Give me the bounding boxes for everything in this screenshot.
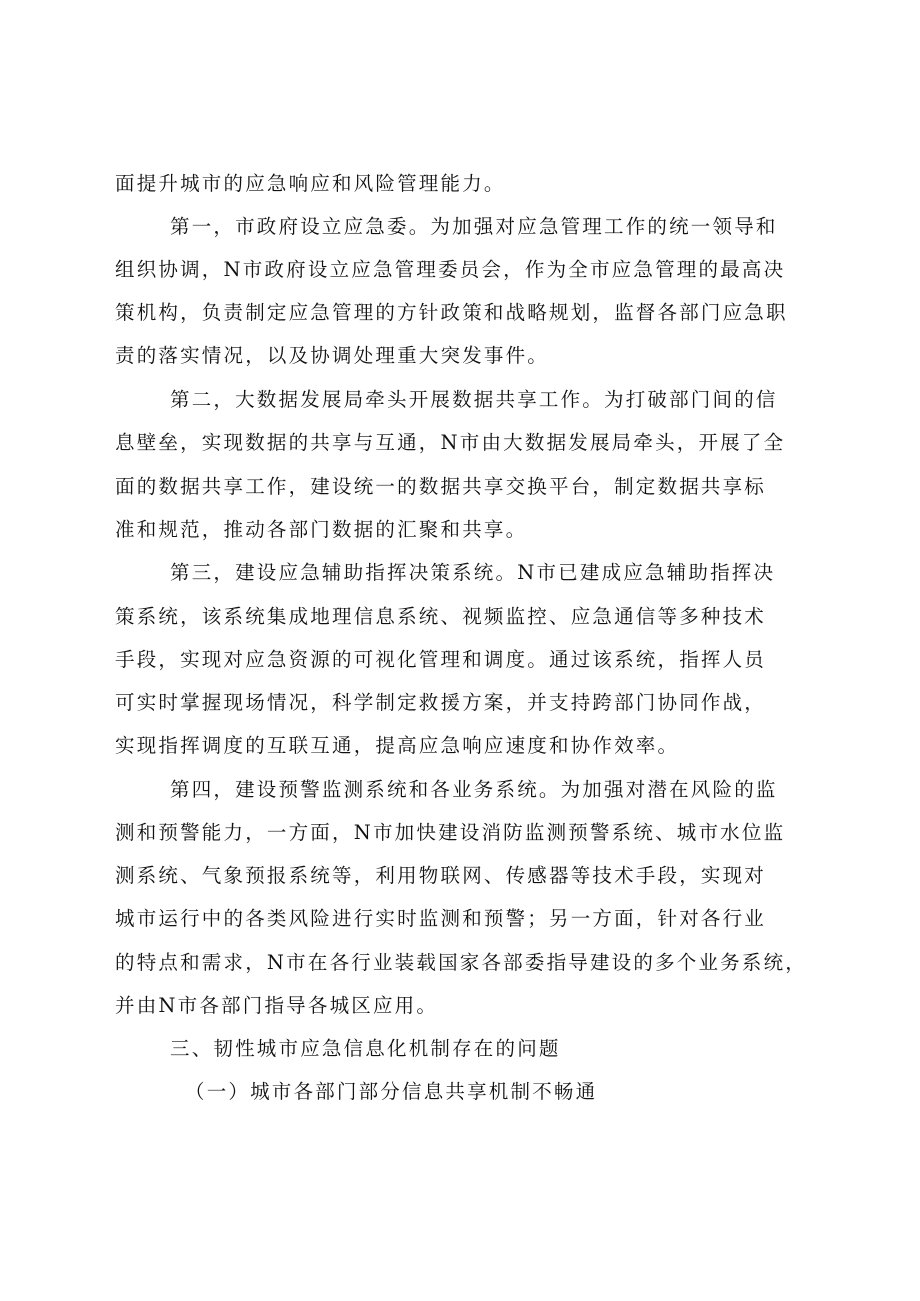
body-line: 可实时掌握现场情况，科学制定救援方案，并支持跨部门协同作战， (115, 691, 767, 714)
body-line: 责的落实情况，以及协调处理重大突发事件。 (115, 344, 550, 367)
body-line: 组织协调，N市政府设立应急管理委员会，作为全市应急管理的最高决 (115, 258, 786, 281)
body-line: 城市运行中的各类风险进行实时监测和预警；另一方面，针对各行业 (115, 907, 767, 930)
body-line: 测和预警能力，一方面，N市加快建设消防监测预警系统、城市水位监 (115, 821, 786, 844)
body-line: 息壁垒，实现数据的共享与互通，N市由大数据发展局牵头，开展了全 (115, 431, 786, 454)
body-line: 实现指挥调度的互联互通，提高应急响应速度和协作效率。 (115, 734, 680, 757)
body-line: 手段，实现对应急资源的可视化管理和调度。通过该系统，指挥人员 (115, 648, 767, 671)
body-line: 的特点和需求，N市在各行业装载国家各部委指导建设的多个业务系统， (115, 951, 807, 974)
paragraph-first-line: 第四，建设预警监测系统和各业务系统。为加强对潜在风险的监 (170, 778, 778, 801)
paragraph-first-line: 第二，大数据发展局牵头开展数据共享工作。为打破部门间的信 (170, 388, 778, 411)
body-line: 策系统，该系统集成地理信息系统、视频监控、应急通信等多种技术 (115, 605, 767, 628)
subsection-heading: （一）城市各部门部分信息共享机制不畅通 (185, 1080, 598, 1103)
body-line: 策机构，负责制定应急管理的方针政策和战略规划，监督各部门应急职 (115, 301, 788, 324)
paragraph-first-line: 第三，建设应急辅助指挥决策系统。N市已建成应急辅助指挥决 (170, 561, 776, 584)
body-line: 准和规范，推动各部门数据的汇聚和共享。 (115, 518, 528, 541)
section-heading: 三、韧性城市应急信息化机制存在的问题 (170, 1037, 561, 1060)
body-line: 面提升城市的应急响应和风险管理能力。 (115, 172, 506, 195)
body-line: 测系统、气象预报系统等，利用物联网、传感器等技术手段，实现对 (115, 864, 767, 887)
paragraph-first-line: 第一，市政府设立应急委。为加强对应急管理工作的统一领导和 (170, 215, 778, 238)
body-line: 并由N市各部门指导各城区应用。 (115, 994, 439, 1017)
body-line: 面的数据共享工作，建设统一的数据共享交换平台，制定数据共享标 (115, 475, 767, 498)
